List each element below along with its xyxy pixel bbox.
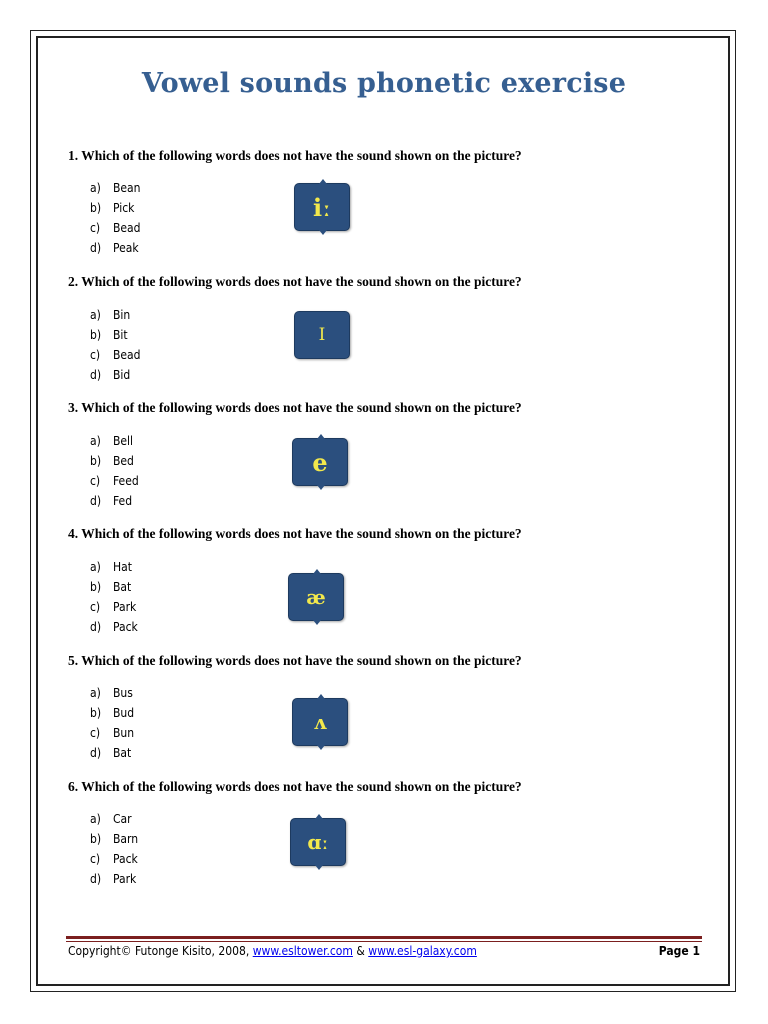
question-2-options xyxy=(90,305,141,385)
option-letter: b) xyxy=(90,832,102,846)
option-letter: c) xyxy=(90,221,101,235)
option-word: Park xyxy=(113,600,137,614)
phonetic-symbol: ʌ xyxy=(313,710,327,734)
esl-galaxy-link[interactable]: www.esl-galaxy.com xyxy=(368,944,477,958)
option-word: Bus xyxy=(113,686,133,700)
option-letter: b) xyxy=(90,201,102,215)
option-word: Bid xyxy=(113,368,131,382)
phonetic-symbol: e xyxy=(312,447,328,477)
option-b xyxy=(90,325,141,345)
question-5-text: 5. Which of the following words does not have the sound shown on the picture? xyxy=(68,653,522,668)
ampersand: & xyxy=(356,944,365,958)
question-5-options xyxy=(90,683,134,763)
phonetic-symbol: iː xyxy=(313,192,331,222)
option-word: Bean xyxy=(113,181,141,195)
option-letter: d) xyxy=(90,241,102,255)
option-letter: b) xyxy=(90,454,102,468)
option-d xyxy=(90,365,141,385)
option-word: Bed xyxy=(113,454,134,468)
option-word: Bead xyxy=(113,221,141,235)
question-6-options xyxy=(90,809,138,889)
option-c xyxy=(90,345,141,365)
option-word: Hat xyxy=(113,560,132,574)
option-word: Bat xyxy=(113,746,132,760)
copyright-text: Copyright© Futonge Kisito, 2008, xyxy=(68,944,250,958)
option-letter: c) xyxy=(90,852,101,866)
option-word: Feed xyxy=(113,474,139,488)
option-b xyxy=(90,198,141,218)
phonetic-symbol-badge-2 xyxy=(294,311,350,359)
option-letter: a) xyxy=(90,308,101,322)
phonetic-symbol-badge-4 xyxy=(288,573,344,621)
option-word: Bin xyxy=(113,308,131,322)
footer-copyright xyxy=(68,944,477,958)
option-word: Bead xyxy=(113,348,141,362)
option-b xyxy=(90,703,134,723)
page-number: Page 1 xyxy=(658,944,700,958)
question-2-text: 2. Which of the following words does not have the sound shown on the picture? xyxy=(68,274,522,289)
option-c xyxy=(90,471,139,491)
option-a xyxy=(90,683,134,703)
phonetic-symbol-badge-3 xyxy=(292,438,348,486)
option-c xyxy=(90,849,138,869)
option-word: Bell xyxy=(113,434,134,448)
question-3-options xyxy=(90,431,139,511)
option-word: Park xyxy=(113,872,137,886)
option-letter: b) xyxy=(90,328,102,342)
question-4-text: 4. Which of the following words does not have the sound shown on the picture? xyxy=(68,526,522,541)
option-letter: a) xyxy=(90,812,101,826)
option-b xyxy=(90,451,139,471)
question-1-options xyxy=(90,178,141,258)
phonetic-symbol: æ xyxy=(306,585,326,609)
option-d xyxy=(90,869,138,889)
phonetic-symbol-badge-1 xyxy=(294,183,350,231)
option-word: Bun xyxy=(113,726,135,740)
option-letter: c) xyxy=(90,474,101,488)
option-a xyxy=(90,178,141,198)
option-b xyxy=(90,577,138,597)
option-a xyxy=(90,305,141,325)
option-letter: a) xyxy=(90,560,101,574)
question-1-text: 1. Which of the following words does not have the sound shown on the picture? xyxy=(68,148,522,163)
option-letter: b) xyxy=(90,580,102,594)
option-letter: d) xyxy=(90,620,102,634)
option-a xyxy=(90,557,138,577)
option-letter: a) xyxy=(90,434,101,448)
option-word: Pick xyxy=(113,201,135,215)
footer-rule xyxy=(66,936,702,939)
phonetic-symbol-badge-6 xyxy=(290,818,346,866)
option-letter: a) xyxy=(90,686,101,700)
question-4-options xyxy=(90,557,138,637)
phonetic-symbol: ɑː xyxy=(307,830,329,854)
option-word: Peak xyxy=(113,241,139,255)
phonetic-symbol-badge-5 xyxy=(292,698,348,746)
option-a xyxy=(90,809,138,829)
option-word: Bud xyxy=(113,706,135,720)
option-letter: a) xyxy=(90,181,101,195)
option-letter: c) xyxy=(90,348,101,362)
option-d xyxy=(90,491,139,511)
option-b xyxy=(90,829,138,849)
option-word: Bit xyxy=(113,328,128,342)
option-word: Pack xyxy=(113,620,138,634)
option-c xyxy=(90,218,141,238)
option-word: Car xyxy=(113,812,132,826)
question-6-text: 6. Which of the following words does not have the sound shown on the picture? xyxy=(68,779,522,794)
option-letter: c) xyxy=(90,600,101,614)
option-letter: d) xyxy=(90,494,102,508)
phonetic-symbol: I xyxy=(318,325,326,345)
option-letter: c) xyxy=(90,726,101,740)
option-c xyxy=(90,597,138,617)
footer-rule-thin xyxy=(66,941,702,942)
option-a xyxy=(90,431,139,451)
option-word: Fed xyxy=(113,494,133,508)
page-title: Vowel sounds phonetic exercise xyxy=(141,68,627,99)
option-d xyxy=(90,238,141,258)
option-d xyxy=(90,617,138,637)
option-c xyxy=(90,723,134,743)
option-word: Bat xyxy=(113,580,132,594)
esltower-link[interactable]: www.esltower.com xyxy=(252,944,353,958)
option-letter: d) xyxy=(90,872,102,886)
option-word: Barn xyxy=(113,832,139,846)
option-d xyxy=(90,743,134,763)
option-word: Pack xyxy=(113,852,138,866)
question-3-text: 3. Which of the following words does not have the sound shown on the picture? xyxy=(68,400,522,415)
option-letter: d) xyxy=(90,746,102,760)
option-letter: b) xyxy=(90,706,102,720)
option-letter: d) xyxy=(90,368,102,382)
